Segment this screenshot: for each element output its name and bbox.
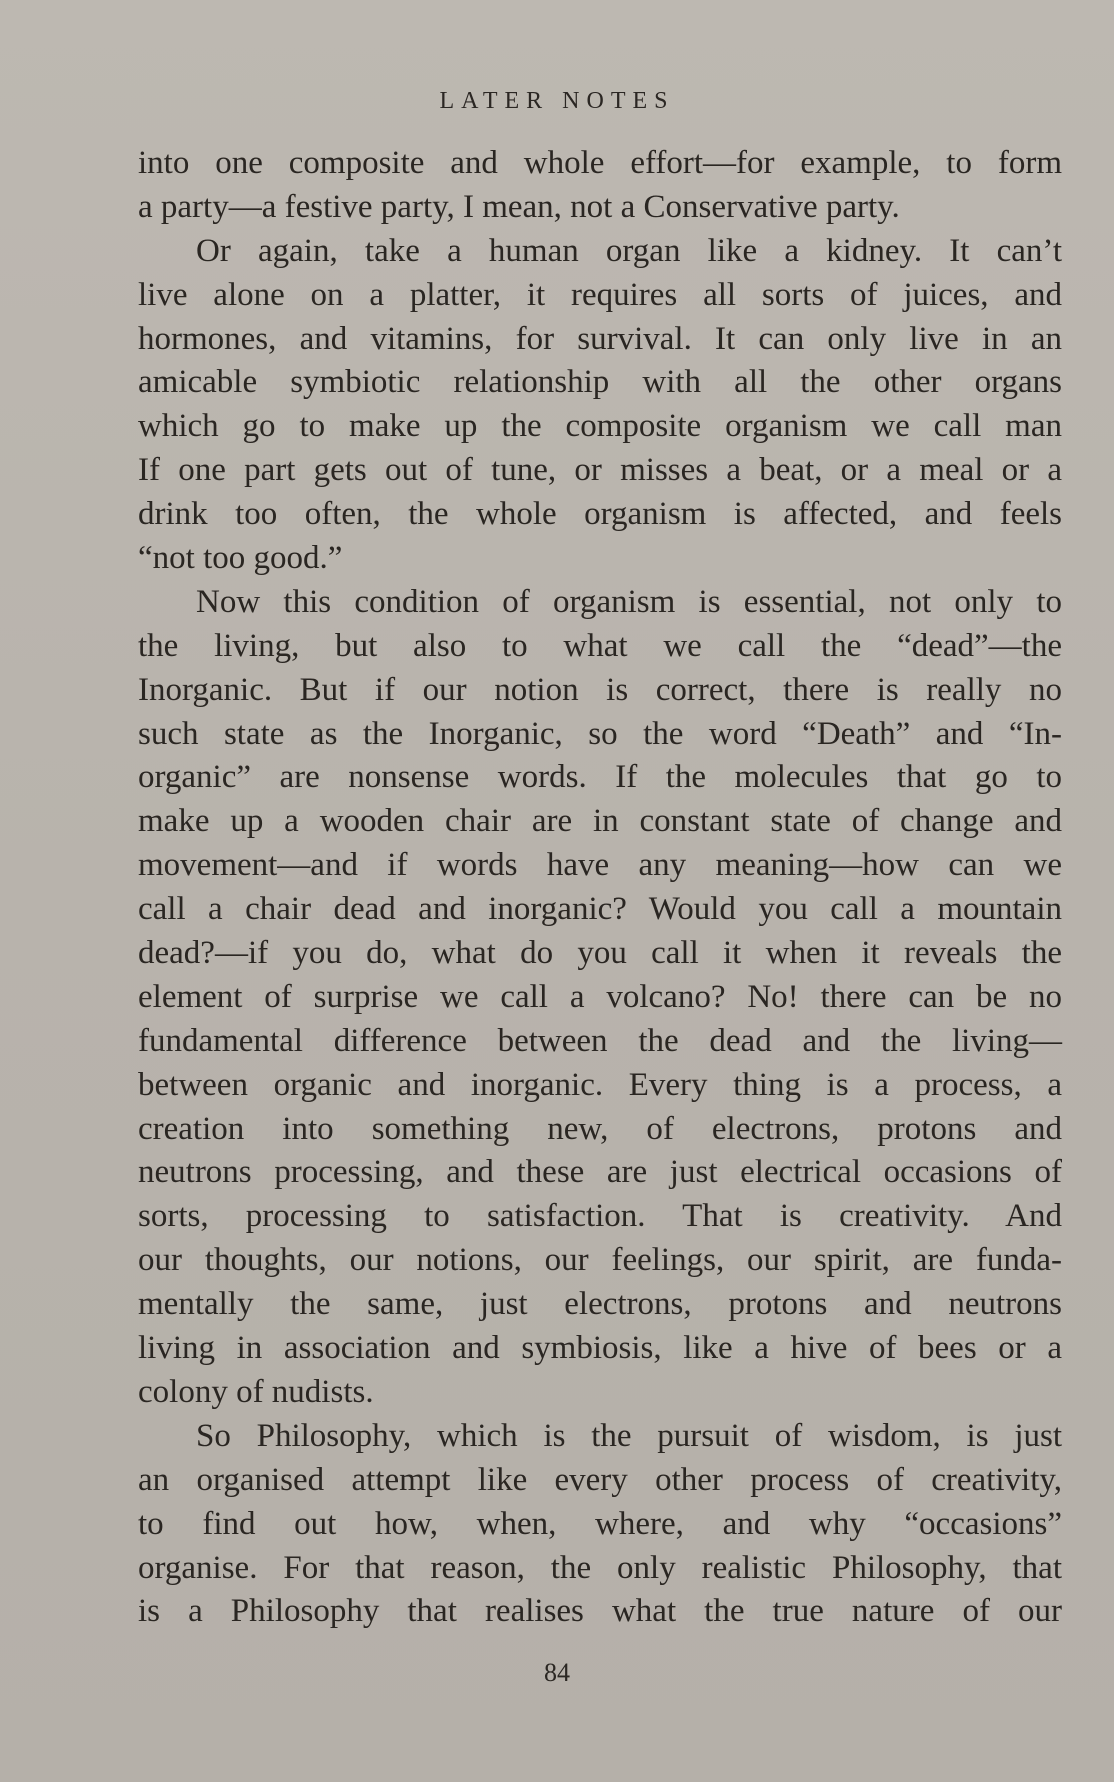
text-line: make up a wooden chair are in constant state of change and	[138, 803, 1062, 840]
text-line: Inorganic. But if our notion is correct, there is really no	[138, 671, 1062, 708]
text-line: element of surprise we call a volcano? No! there can be no	[138, 978, 1062, 1015]
text-line: dead?—if you do, what do you call it when it reveals the	[138, 935, 1062, 972]
text-line: a party—a festive party, I mean, not a Conservative party.	[138, 188, 900, 225]
text-line: hormones, and vitamins, for survival. It can only live in an	[138, 320, 1062, 357]
text-line: our thoughts, our notions, our feelings, our spirit, are funda-	[138, 1242, 1062, 1279]
text-line: into one composite and whole effort—for example, to form	[138, 145, 1062, 181]
text-line: sorts, processing to satisfaction. That is creativity. And	[138, 1198, 1062, 1235]
text-line: neutrons processing, and these are just electrical occasions of	[138, 1154, 1062, 1191]
text-line: which go to make up the composite organism we call man	[138, 408, 1062, 445]
text-line: the living, but also to what we call the “dead”—the	[138, 627, 1062, 664]
text-line: creation into something new, of electrons, protons and	[138, 1110, 1062, 1147]
running-head: LATER NOTES	[439, 88, 675, 114]
page-number: 84	[544, 1658, 570, 1687]
text-line: fundamental difference between the dead and the living—	[138, 1022, 1062, 1059]
text-line: mentally the same, just electrons, protons and neutrons	[138, 1286, 1062, 1323]
text-line: “not too good.”	[138, 540, 343, 577]
text-line: So Philosophy, which is the pursuit of wisdom, is just	[196, 1417, 1062, 1454]
text-line: drink too often, the whole organism is affected, and feels	[138, 496, 1062, 533]
text-line: such state as the Inorganic, so the word “Death” and “In-	[138, 715, 1062, 752]
text-line: call a chair dead and inorganic? Would you call a mountain	[138, 891, 1062, 928]
text-line: amicable symbiotic relationship with all the other organs	[138, 364, 1062, 401]
text-line: living in association and symbiosis, like a hive of bees or a	[138, 1330, 1062, 1367]
text-line: colony of nudists.	[138, 1373, 374, 1410]
text-line: organic” are nonsense words. If the molecules that go to	[138, 759, 1062, 796]
text-line: live alone on a platter, it requires all sorts of juices, and	[138, 276, 1062, 313]
text-line: organise. For that reason, the only realistic Philosophy, that	[138, 1549, 1062, 1586]
text-line: an organised attempt like every other process of creativity,	[138, 1461, 1062, 1498]
text-line: between organic and inorganic. Every thing is a process, a	[138, 1066, 1062, 1103]
text-line: is a Philosophy that realises what the true nature of our	[138, 1593, 1062, 1630]
text-line: Or again, take a human organ like a kidney. It can’t	[196, 232, 1062, 269]
body-text	[138, 142, 1062, 1634]
text-line: to find out how, when, where, and why “occasions”	[138, 1505, 1062, 1542]
text-line: Now this condition of organism is essential, not only to	[196, 583, 1062, 620]
text-line: If one part gets out of tune, or misses a beat, or a meal or a	[138, 452, 1062, 489]
text-line: movement—and if words have any meaning—how can we	[138, 847, 1062, 884]
